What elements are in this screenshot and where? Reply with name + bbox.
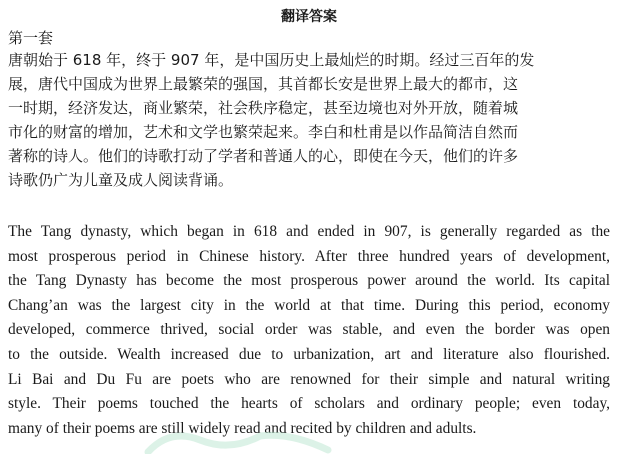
- english-line: most prosperous period in Chinese history. After three hundred years of development,: [8, 247, 610, 265]
- english-line: to the outside. Wealth increased due to urbanization, art and literature also flourished.: [8, 345, 610, 363]
- chinese-line: 著称的诗人。他们的诗歌打动了学者和普通人的心，即使在今天，他们的许多: [8, 147, 519, 165]
- chinese-line: 唐朝始于 618 年，终于 907 年，是中国历史上最灿烂的时期。经过三百年的发: [8, 51, 535, 69]
- chinese-line: 展，唐代中国成为世界上最繁荣的强国，其首都长安是世界上最大的都市，这: [8, 75, 519, 93]
- english-line: the Tang Dynasty has become the most prosperous power around the world. Its capital: [8, 272, 610, 290]
- chinese-line: 市化的财富的增加，艺术和文学也繁荣起来。李白和杜甫是以作品简洁自然而: [8, 123, 519, 141]
- english-line: The Tang dynasty, which began in 618 and ended in 907, is generally regarded as the: [8, 223, 610, 240]
- chinese-line: 诗歌仍广为儿童及成人阅读背诵。: [8, 171, 234, 189]
- chinese-passage: [8, 48, 612, 192]
- english-line: Chang’an was the largest city in the world at that time. During this period, economy: [8, 296, 610, 314]
- english-line: developed, commerce thrived, social order was stable, and even the border was open: [8, 321, 610, 339]
- set-label: 第一套: [8, 29, 54, 47]
- english-line: Li Bai and Du Fu are poets who are renowned for their simple and natural writing: [8, 370, 610, 388]
- english-line: style. Their poems touched the hearts of scholars and ordinary people; even today,: [8, 395, 610, 413]
- english-line: many of their poems are still widely read and recited by children and adults.: [8, 419, 477, 437]
- chinese-line: 一时期，经济发达，商业繁荣，社会秩序稳定，甚至边境也对外开放，随着城: [8, 99, 519, 117]
- english-translation: [8, 220, 610, 441]
- document-title: 翻译答案: [281, 9, 337, 25]
